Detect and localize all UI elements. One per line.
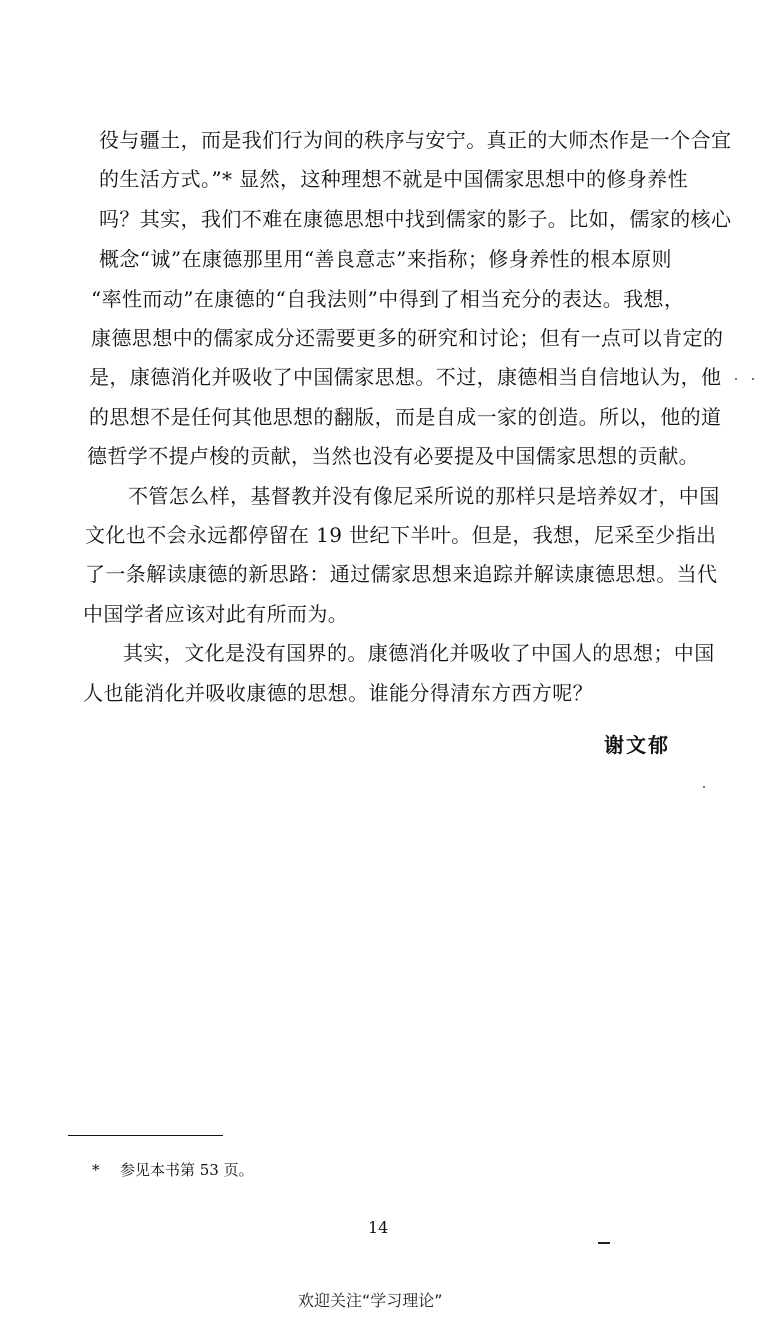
body-line: 文化也不会永远都停留在 19 世纪下半叶。但是，我想，尼采至少指出	[85, 523, 717, 547]
scan-artifact-mark	[598, 1242, 610, 1244]
footnote-text: 参见本书第 53 页。	[120, 1161, 254, 1179]
body-line: 德哲学不提卢梭的贡献，当然也没有必要提及中国儒家思想的贡献。	[87, 444, 699, 468]
scan-artifact-dot	[752, 378, 754, 380]
body-line: 中国学者应该对此有所而为。	[83, 602, 349, 626]
page-number: 14	[368, 1218, 389, 1237]
body-line: “率性而动”在康德的“自我法则”中得到了相当充分的表达。我想，	[91, 287, 685, 311]
footnote-divider	[68, 1135, 223, 1136]
footnote-mark: *	[92, 1161, 100, 1179]
body-line: 不管怎么样，基督教并没有像尼采所说的那样只是培养奴才，中国	[128, 484, 720, 508]
footnote	[92, 1160, 254, 1180]
body-line: 吗？其实，我们不难在康德思想中找到儒家的影子。比如，儒家的核心	[99, 207, 732, 231]
body-line: 其实，文化是没有国界的。康德消化并吸收了中国人的思想；中国	[123, 641, 715, 665]
body-line: 的思想不是任何其他思想的翻版，而是自成一家的创造。所以，他的道	[89, 405, 722, 429]
author-signature: 谢文郁	[604, 733, 670, 757]
body-line: 役与疆土，而是我们行为间的秩序与安宁。真正的大师杰作是一个合宜	[99, 128, 732, 152]
body-line: 康德思想中的儒家成分还需要更多的研究和讨论；但有一点可以肯定的	[91, 326, 724, 350]
scan-artifact-dot	[703, 786, 705, 788]
watermark-caption: 欢迎关注“学习理论”	[298, 1291, 443, 1310]
body-line: 概念“诚”在康德那里用“善良意志”来指称；修身养性的根本原则	[99, 247, 672, 271]
body-line: 是，康德消化并吸收了中国儒家思想。不过，康德相当自信地认为，他	[89, 365, 722, 389]
body-line: 了一条解读康德的新思路：通过儒家思想来追踪并解读康德思想。当代	[85, 562, 718, 586]
scan-artifact-dot	[735, 378, 737, 380]
body-line: 人也能消化并吸收康德的思想。谁能分得清东方西方呢？	[83, 681, 593, 705]
body-line: 的生活方式。”* 显然，这种理想不就是中国儒家思想中的修身养性	[99, 167, 688, 191]
